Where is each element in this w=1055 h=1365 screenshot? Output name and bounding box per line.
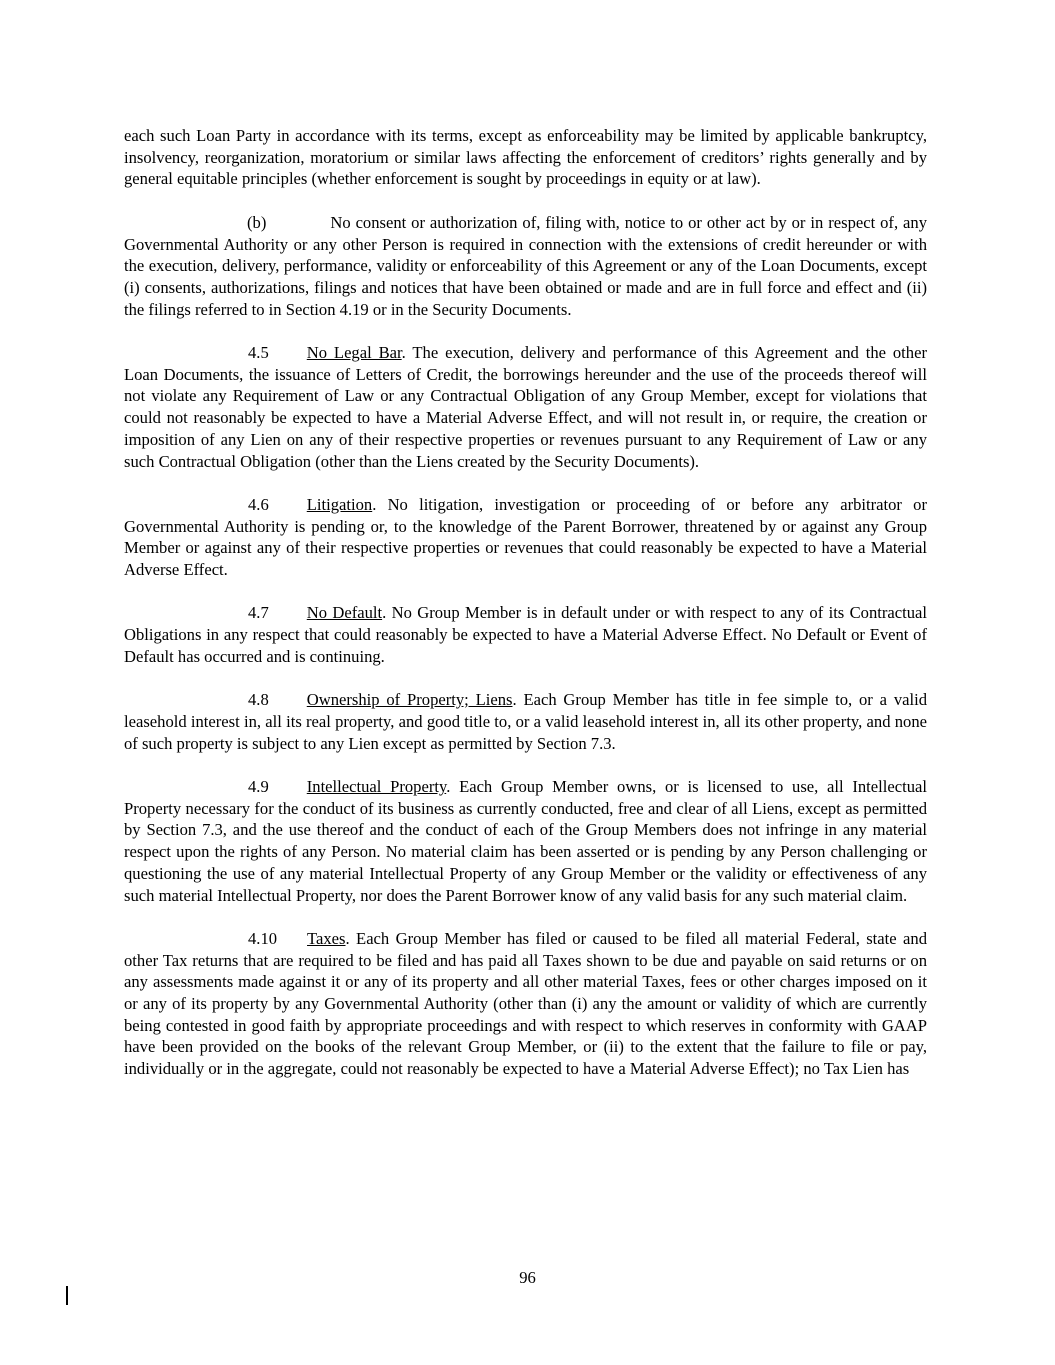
section-text: . No Group Member is in default under or with respect to any of its Contractual Obligations in any respect that could reasonably be expected to have a Material Adverse Effect. No Default or Event of Default has occurred and is continuing. (124, 603, 928, 666)
section-heading: No Legal Bar (306, 343, 402, 362)
section-text: . The execution, delivery and performance of this Agreement and the other Loan Documents, the issuance of Letters of Credit, the borrowings hereunder and the use of the proceeds thereof will not violate any Requirement of Law or any Contractual Obligation of any Group Member, except for violations that could not reasonably be expected to have a Material Adverse Effect, and will not result in, or require, the creation or imposition of any Lien on any of their respective properties or revenues pursuant to any Requirement of Law or any such Contractual Obligation (other than the Liens created by the Security Documents). (124, 343, 927, 471)
section-4-5 (124, 342, 927, 472)
change-bar (66, 1286, 68, 1305)
section-number: 4.6 (248, 494, 269, 514)
section-4-9 (124, 776, 927, 906)
section-4-10 (124, 928, 927, 1080)
section-number: 4.5 (248, 343, 269, 362)
section-4-7 (124, 602, 927, 667)
section-number: 4.7 (248, 603, 269, 623)
clause-text: No consent or authorization of, filing with, notice to or other act by or in respect of, any Governmental Authority or any other Person is required in connection with the extensions of credit hereunder or with the execution, delivery, performance, validity or enforceability of this Agreement or any of the Loan Documents, except (i) consents, authorizations, filings and notices that have been obtained or made and are in full force and effect and (ii) the filings referred to in Section 4.19 or in the Security Documents. (124, 212, 927, 319)
clause-label: (b) (247, 212, 267, 232)
paragraph-continuation: each such Loan Party in accordance with its terms, except as enforceability may be limited by applicable bankruptcy, insolvency, reorganization, moratorium or similar laws affecting the enforcement of creditors’ rights generally and by general equitable principles (whether enforcement is sought by proceedings in equity or at law). (124, 126, 927, 189)
section-number: 4.8 (248, 690, 269, 710)
section-4-6 (124, 494, 927, 581)
page-number: 96 (519, 1268, 536, 1287)
section-text: . Each Group Member owns, or is licensed to use, all Intellectual Property necessary for the conduct of its business as currently conducted, free and clear of all Liens, except as permitted by Section 7.3, and the use thereof and the conduct of each of the Group Members does not infringe in any material respect upon the rights of any Person. No material claim has been asserted or is pending by any Person challenging or questioning the use of any material Intellectual Property of any Group Member or the validity or effectiveness of any such material Intellectual Property, nor does the Parent Borrower know of any valid basis for any such material claim. (124, 777, 927, 905)
paragraph-4-4-b (124, 212, 927, 321)
section-heading: Litigation (306, 494, 373, 514)
section-text: . No litigation, investigation or proceeding of or before any arbitrator or Governmental Authority is pending or, to the knowledge of the Parent Borrower, threatened by or against any Group Member or against any of their respective properties or revenues that could reasonably be expected to have a Material Adverse Effect. (124, 494, 927, 580)
section-number: 4.9 (248, 777, 269, 796)
section-text: . Each Group Member has title in fee simple to, or a valid leasehold interest in, all its real property, and good title to, or a valid leasehold interest in, all its other property, and none of such property is subject to any Lien except as permitted by Section 7.3. (124, 690, 928, 753)
section-heading: Taxes (307, 928, 346, 948)
section-heading: Intellectual Property (306, 777, 447, 796)
section-4-8 (124, 689, 927, 754)
body-text (124, 125, 927, 1102)
section-number: 4.10 (248, 928, 278, 948)
section-heading: Ownership of Property; Liens (306, 690, 513, 710)
section-heading: No Default (306, 603, 383, 623)
section-text: . Each Group Member has filed or caused to be filed all material Federal, state and other Tax returns that are required to be filed and has paid all Taxes shown to be due and payable on said returns or on any assessments made against it or any of its property and all other material Taxes, fees or other charges imposed on it or any of its property by any Governmental Authority (other than (i) any the amount or validity of which are currently being contested in good faith by appropriate proceedings and with respect to which reserves in conformity with GAAP have been provided on the books of the relevant Group Member, or (ii) to the extent that the failure to file or pay, individually or in the aggregate, could not reasonably be expected to have a Material Adverse Effect); no Tax Lien has (124, 928, 927, 1079)
